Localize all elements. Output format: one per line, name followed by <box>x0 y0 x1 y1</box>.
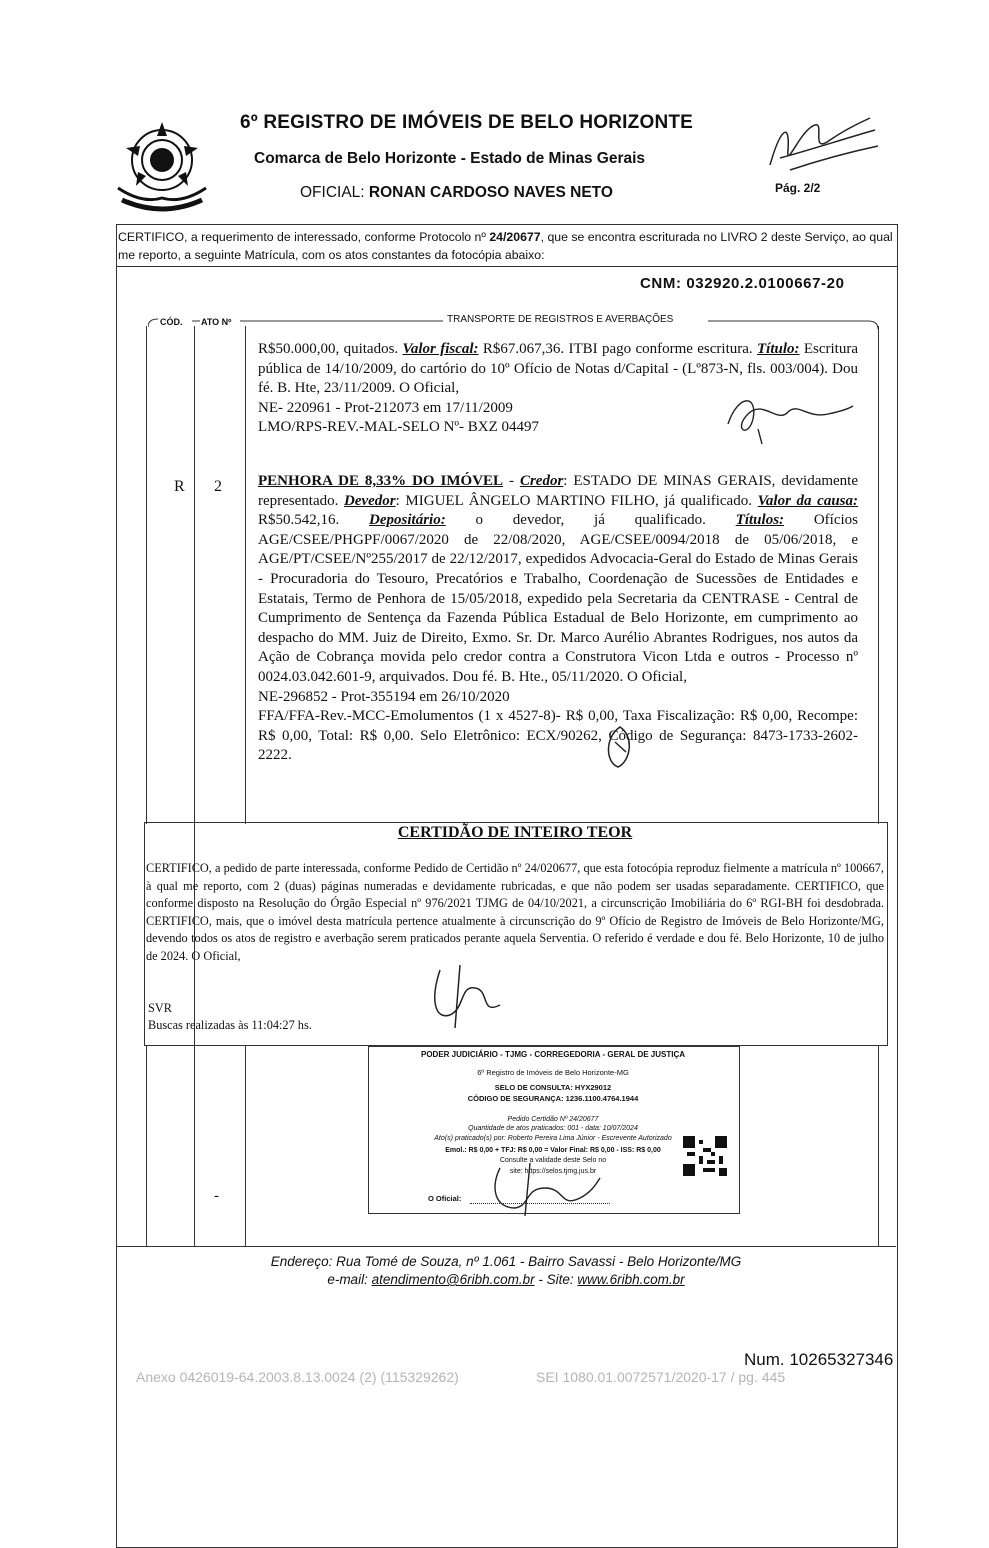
column-cod: CÓD. <box>160 317 183 327</box>
cnm-number: CNM: 032920.2.0100667-20 <box>640 275 845 292</box>
selo-oficial-signature <box>470 1158 610 1218</box>
intro-certification <box>118 228 894 264</box>
selo-line-2: 6º Registro de Imóveis de Belo Horizonte-MG <box>477 1068 629 1077</box>
act-2-number: 2 <box>214 478 222 495</box>
column-divider <box>245 326 246 824</box>
selo-quantidade: Quantidade de atos praticados: 001 - data: 10/07/2024 <box>468 1125 638 1132</box>
depositario-value: o devedor, já qualificado. <box>445 512 736 529</box>
sei-stamp: SEI 1080.01.0072571/2020-17 / pg. 445 <box>536 1369 786 1385</box>
qr-code-icon <box>683 1136 727 1176</box>
page-number: Pág. 2/2 <box>775 181 821 195</box>
act2-body: Ofícios AGE/CSEE/PHGPF/0067/2020 de 22/08/2020, AGE/CSEE/0094/2018 de 05/06/2018, e AGE/PT/CSEE/Nº255/2017 de 22/12/2017, expedidos Advocacia-Geral do Estado de Minas Gerais - Procuradoria do Tesouro, Precatórios e Trabalho, Coordenação de Sucessões de Entidades e Estatais, Termo de Penhora de 15/05/2018, expedido pela Secretaria da CENTRASE - Central de Cumprimento de Sentença da Fazenda Pública Estadual de Belo Horizonte, em cumprimento ao despacho do MM. Juiz de Direito, Exmo. Sr. Dr. Marco Aurélio Abrantes Rodrigues, nos autos da Ação de Cobrança movida pelo credor contra a Construtora Vicon Ltda e outros - Processo nº 0024.03.042.601-9, arquivados. Dou fé. B. Hte., 05/11/2020. O Oficial, <box>258 512 858 685</box>
column-divider <box>146 1046 147 1246</box>
act1-ne: NE- 220961 - Prot-212073 em 17/11/2009 <box>258 399 513 416</box>
valor-causa-value: R$50.542,16. <box>258 512 370 529</box>
oficial-signature <box>718 384 858 444</box>
certidao-signature <box>420 960 520 1030</box>
intro-protocolo: 24/20677 <box>489 230 541 244</box>
valor-causa-label: Valor da causa: <box>757 492 858 509</box>
brazil-coat-of-arms-seal <box>112 118 212 218</box>
act1-text-b: R$67.067,36. ITBI pago conforme escritura. <box>478 341 757 357</box>
handwritten-signature <box>760 110 880 180</box>
credor-label: Credor <box>519 473 564 489</box>
titulo-label: Título: <box>757 341 800 357</box>
site-link[interactable]: www.6ribh.com.br <box>577 1272 685 1287</box>
depositario-label: Depositário: <box>369 512 446 529</box>
certidao-title: CERTIDÃO DE INTEIRO TEOR <box>397 824 633 841</box>
selo-site: site: https://selos.tjmg.jus.br <box>509 1168 597 1175</box>
selo-praticado: Ato(s) praticado(s) por: Roberto Pereira Lima Júnior - Escrevente Autorizado <box>434 1135 672 1142</box>
document-number: Num. 10265327346 <box>744 1350 894 1369</box>
oficial-label: OFICIAL: <box>300 184 365 201</box>
selo-consulta: SELO DE CONSULTA: HYX29012 <box>494 1083 612 1092</box>
column-divider <box>878 1046 879 1246</box>
act1-selo: LMO/RPS-REV.-MAL-SELO Nº- BXZ 04497 <box>258 419 540 436</box>
act1-text-a: R$50.000,00, quitados. <box>258 341 403 357</box>
column-transporte: TRANSPORTE DE REGISTROS E AVERBAÇÕES <box>447 314 674 325</box>
selo-emolumentos: Emol.: R$ 0,00 + TFJ: R$ 0,00 = Valor Final: R$ 0,00 - ISS: R$ 0,00 <box>445 1147 661 1154</box>
oficial-name: RONAN CARDOSO NAVES NETO <box>368 184 613 201</box>
intro-rest: , que se encontra escriturada no LIVRO 2 deste Serviço, ao qual me reporto, a seguinte Matrícula, com os atos constantes da fotocópia abaixo: <box>118 230 893 262</box>
act2-ffa: FFA/FFA-Rev.-MCC-Emolumentos (1 x 4527-8)- R$ 0,00, Taxa Fiscalização: R$ 0,00, Recompe: R$ 0,00, Total: R$ 0,00. Selo Eletrônico: ECX/90262, Código de Segurança: 8473-1733-2602-2222. <box>258 708 858 764</box>
act2-ne: NE-296852 - Prot-355194 em 26/10/2020 <box>258 688 510 705</box>
email-link[interactable]: atendimento@6ribh.com.br <box>371 1272 535 1287</box>
devedor-label: Devedor <box>344 492 396 509</box>
oficial-line <box>300 184 613 202</box>
site-label: - Site: <box>534 1272 578 1287</box>
selo-codigo: CÓDIGO DE SEGURANÇA: 1236.1100.4764.1944 <box>467 1094 639 1103</box>
certidao-buscas: Buscas realizadas às 11:04:27 hs. <box>148 1018 312 1032</box>
footer-address: Endereço: Rua Tomé de Souza, nº 1.061 - Bairro Savassi - Belo Horizonte/MG <box>270 1254 742 1269</box>
titulos-label: Títulos: <box>735 512 785 529</box>
oficial-initial-signature <box>600 722 640 772</box>
column-divider <box>878 326 879 824</box>
certidao-svr: SVR <box>148 1001 172 1015</box>
selo-pedido: Pedido Certidão Nº 24/20677 <box>507 1116 599 1123</box>
email-label: e-mail: <box>327 1272 372 1287</box>
penhora-title: PENHORA DE 8,33% DO IMÓVEL <box>258 473 504 489</box>
valor-fiscal-label: Valor fiscal: <box>402 341 479 357</box>
column-divider <box>146 326 147 824</box>
credor-value: : ESTADO DE MINAS GERAIS, devidamente representado. <box>258 473 859 509</box>
registry-title: 6º REGISTRO DE IMÓVEIS DE BELO HORIZONTE <box>240 112 694 133</box>
column-divider <box>194 1046 195 1246</box>
selo-consulte: Consulte a validade deste Selo no <box>499 1157 607 1164</box>
footer-contacts <box>116 1272 896 1287</box>
act-dash: - <box>214 1188 219 1204</box>
act-2-text: PENHORA DE 8,33% DO IMÓVEL - Credor: ESTADO DE MINAS GERAIS, devidamente representado. Devedor: MIGUEL ÂNGELO MARTINO FILHO, já qualificado. Valor da causa: R$50.542,16. Depositário: o devedor, já qualificado. Títulos: Ofícios AGE/CSEE/PHGPF/0067/2020 de 22/08/2020, AGE/CSEE/0094/2018 de 05/06/2018, e AGE/PT/CSEE/Nº255/2017 de 22/12/2017, expedidos Advocacia-Geral do Estado de Minas Gerais - Procuradoria do Tesouro, Precatórios e Trabalho, Coordenação de Sucessões de Entidades e Estatais, Termo de Penhora de 15/05/2018, expedido pela Secretaria da CENTRASE - Central de Cumprimento de Sentença da Fazenda Pública Estadual de Belo Horizonte, em cumprimento ao despacho do MM. Juiz de Direito, Exmo. Sr. Dr. Marco Aurélio Abrantes Rodrigues, nos autos da Ação de Cobrança movida pelo credor contra a Construtora Vicon Ltda e outros - Processo nº 0024.03.042.601-9, arquivados. Dou fé. B. Hte., 05/11/2020. O Oficial, NE-296852 - Prot-355194 em 26/10/2020 FFA/FFA-Rev.-MCC-Emolumentos (1 x 4527-8)- R$ 0,00, Taxa Fiscalização: R$ 0,00, Recompe: R$ 0,00, Total: R$ 0,00. Selo Eletrônico: ECX/90262, Código de Segurança: 8473-1733-2602-2222. <box>258 473 859 764</box>
intro-text: a requerimento de interessado, conforme Protocolo nº <box>187 230 490 244</box>
column-divider <box>245 1046 246 1246</box>
selo-oficial-label: O Oficial: <box>428 1194 462 1203</box>
act-2-code: R <box>174 478 185 495</box>
intro-lead: CERTIFICO, <box>118 230 188 244</box>
column-ato: ATO Nº <box>201 317 232 327</box>
devedor-value: : MIGUEL ÂNGELO MARTINO FILHO, já qualificado. <box>395 492 758 509</box>
act1-text-c: Escritura pública de 14/10/2009, do cartório do 10º Ofício de Notas d/Capital - (Lº873-N, fls. 003/004). Dou fé. B. Hte, 23/11/2009. O Oficial, <box>258 341 858 397</box>
anexo-stamp: Anexo 0426019-64.2003.8.13.0024 (2) (115329262) <box>136 1369 459 1385</box>
comarca-subtitle: Comarca de Belo Horizonte - Estado de Minas Gerais <box>254 150 646 167</box>
certidao-body: CERTIFICO, a pedido de parte interessada, conforme Pedido de Certidão nº 24/020677, que esta fotocópia reproduz fielmente a matrícula nº 100667, à qual me reporto, com 2 (duas) páginas numeradas e devidamente rubricadas, e que não podem ser usadas separadamente. CERTIFICO, que conforme disposto na Resolução do Órgão Especial nº 976/2021 TJMG de 04/10/2021, a circunscrição Imobiliária do 6º RGI-BH foi desdobrada. CERTIFICO, mais, que o imóvel desta matrícula pertence atualmente à circunscrição do 9º Ofício de Registro de Imóveis de Belo Horizonte/MG, devendo todos os atos de registro e averbação serem praticados perante aquela Serventia. O referido é verdade e dou fé. Belo Horizonte, 10 de julho de 2024. O Oficial, <box>146 861 884 963</box>
selo-line-1: PODER JUDICIÁRIO - TJMG - CORREGEDORIA - GERAL DE JUSTIÇA <box>420 1050 686 1059</box>
